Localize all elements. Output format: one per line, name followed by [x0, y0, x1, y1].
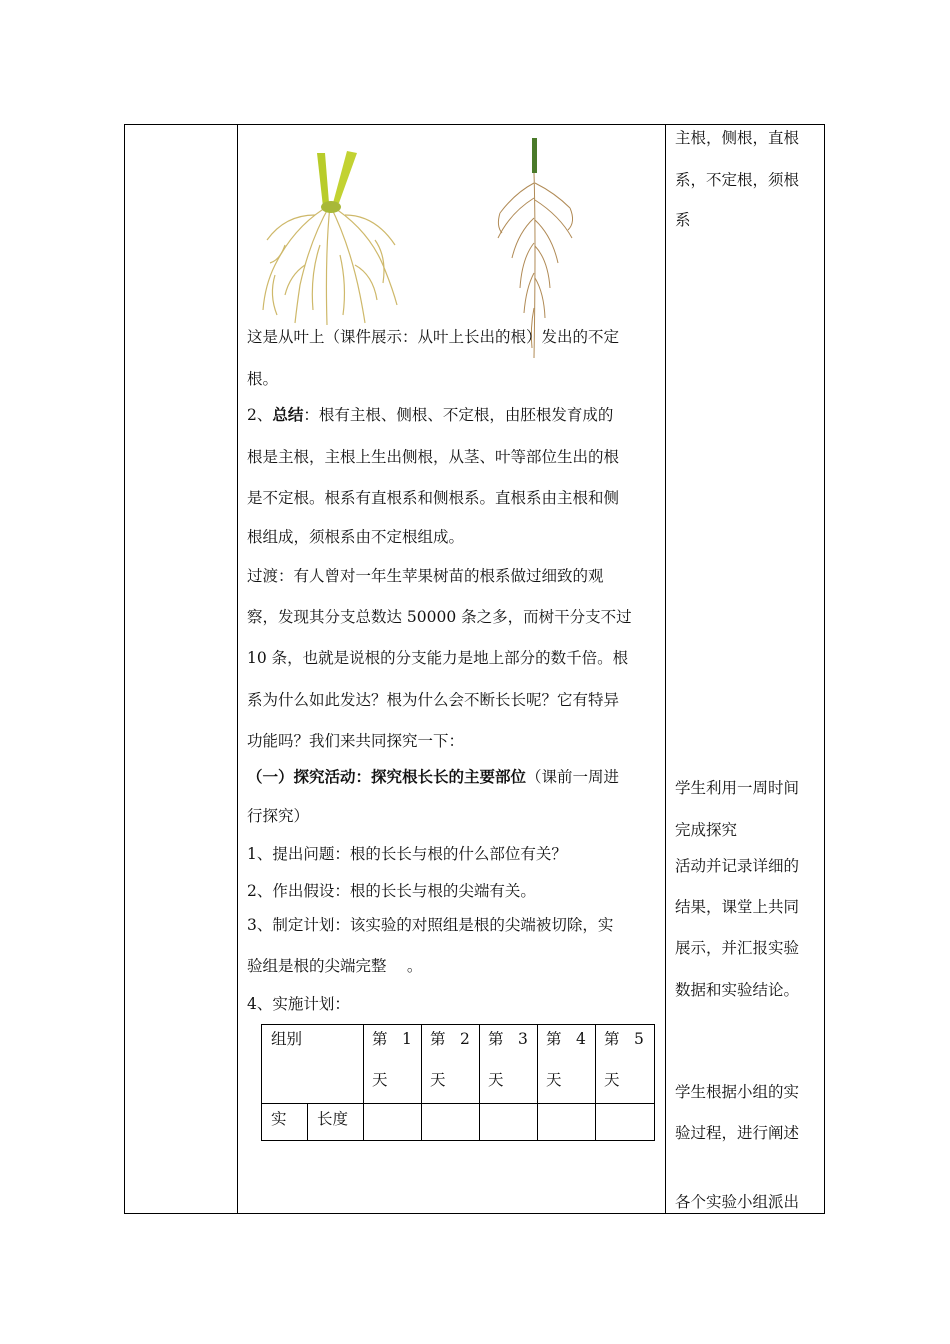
day-header-prefix: 第 — [430, 1030, 446, 1048]
day-header-prefix: 第 — [604, 1030, 620, 1048]
day-header-suffix: 天 — [546, 1071, 562, 1089]
transition-line: 察，发现其分支总数达 50000 条之多，而树干分支不过 — [247, 608, 632, 626]
day-header-suffix: 天 — [430, 1071, 446, 1089]
transition-line: 系为什么如此发达？根为什么会不断长长呢？它有特异 — [247, 691, 620, 709]
column-divider-1 — [237, 125, 238, 1213]
column-divider — [537, 1025, 538, 1140]
summary-line: 是不定根。根系有直根系和侧根系。直根系由主根和侧 — [247, 489, 620, 507]
transition-line: 功能吗？我们来共同探究一下： — [247, 732, 465, 750]
note-line: 学生利用一周时间 — [675, 779, 800, 797]
day-header-number: 2 — [460, 1030, 470, 1048]
step-line: 4、实施计划： — [247, 995, 350, 1013]
note-line: 完成探究 — [675, 821, 738, 839]
summary-label: 总结 — [272, 405, 304, 424]
note-line: 数据和实验结论。 — [675, 981, 800, 999]
table-header-group: 组别 — [271, 1030, 303, 1048]
column-divider — [421, 1025, 422, 1140]
day-header-prefix: 第 — [488, 1030, 504, 1048]
summary-line: 根组成，须根系由不定根组成。 — [247, 528, 465, 546]
summary-line: 根是主根，主根上生出侧根，从茎、叶等部位生出的根 — [247, 448, 620, 466]
day-header-number: 1 — [402, 1030, 412, 1048]
day-header-suffix: 天 — [488, 1071, 504, 1089]
column-divider-2 — [665, 125, 666, 1213]
note-line: 展示，并汇报实验 — [675, 939, 800, 957]
note-line: 各个实验小组派出 — [675, 1193, 800, 1211]
transition-line: 过渡：有人曾对一年生苹果树苗的根系做过细致的观 — [247, 567, 604, 585]
day-header-prefix: 第 — [546, 1030, 562, 1048]
step-line: 2、作出假设：根的长长与根的尖端有关。 — [247, 882, 536, 900]
activity-title: （一）探究活动：探究根长长的主要部位 — [247, 767, 527, 786]
column-divider — [595, 1025, 596, 1140]
summary-text: ：根有主根、侧根、不定根，由胚根发育成的 — [303, 406, 614, 424]
step-line: 1、提出问题：根的长长与根的什么部位有关？ — [247, 845, 567, 863]
note-line: 学生根据小组的实 — [675, 1083, 800, 1101]
activity-heading — [247, 767, 619, 787]
day-header-suffix: 天 — [604, 1071, 620, 1089]
note-line: 结果，课堂上共同 — [675, 898, 800, 916]
activity-line: 行探究） — [247, 807, 310, 825]
summary-line — [247, 405, 613, 425]
column-divider — [479, 1025, 480, 1140]
transition-line: 10 条，也就是说根的分支能力是地上部分的数千倍。根 — [247, 649, 629, 667]
day-header-number: 4 — [576, 1030, 586, 1048]
fibrous-root-image — [255, 145, 405, 330]
activity-note: （课前一周进 — [526, 768, 620, 786]
note-line: 主根，侧根，直根 — [675, 129, 800, 147]
step-line: 验组是根的尖端完整 。 — [247, 957, 423, 975]
paragraph-line: 这是从叶上（课件展示：从叶上长出的根）发出的不定 — [247, 328, 620, 346]
day-header-suffix: 天 — [372, 1071, 388, 1089]
row-label: 实 — [271, 1110, 287, 1128]
paragraph-line: 根。 — [247, 370, 279, 388]
note-line: 系 — [675, 211, 691, 229]
summary-number: 2、 — [247, 406, 273, 424]
note-line: 系，不定根，须根 — [675, 171, 800, 189]
row-metric: 长度 — [317, 1110, 349, 1128]
day-header-number: 5 — [634, 1030, 644, 1048]
note-line: 活动并记录详细的 — [675, 857, 800, 875]
column-divider — [363, 1025, 364, 1140]
step-line: 3、制定计划：该实验的对照组是根的尖端被切除，实 — [247, 916, 614, 934]
day-header-prefix: 第 — [372, 1030, 388, 1048]
day-header-number: 3 — [518, 1030, 528, 1048]
note-line: 验过程，进行阐述 — [675, 1124, 800, 1142]
column-divider — [307, 1103, 308, 1140]
